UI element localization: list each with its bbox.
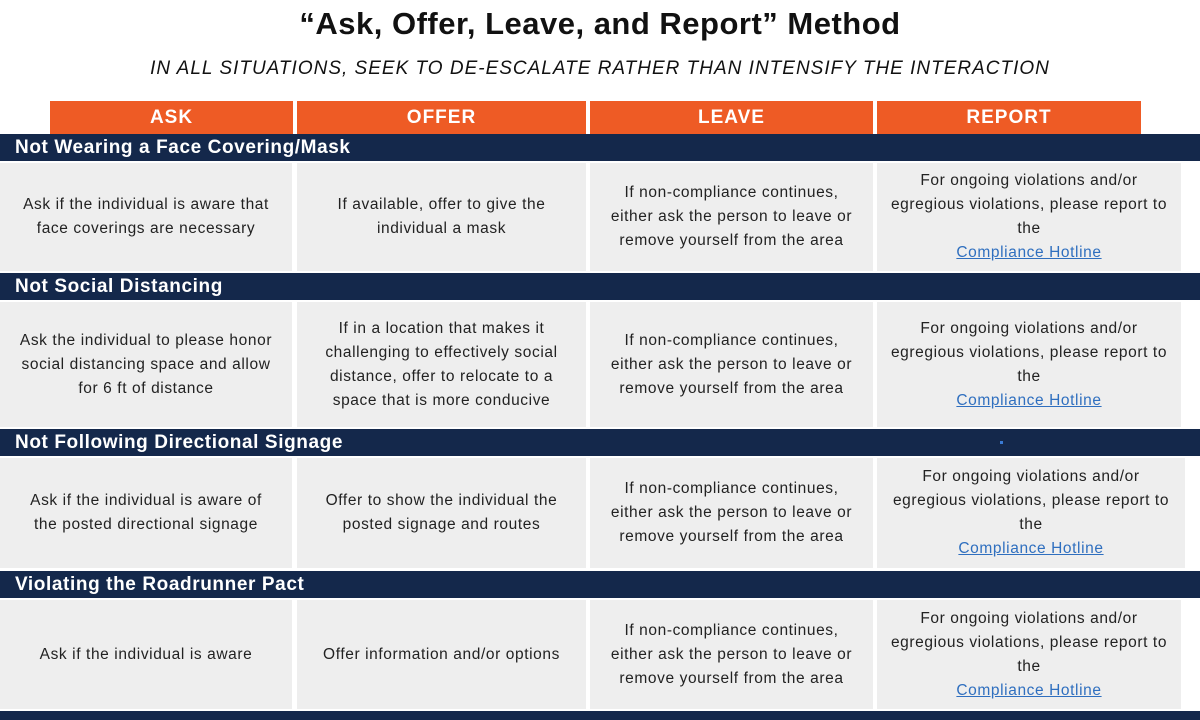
section-header-roadrunner-pact: Violating the Roadrunner Pact — [0, 571, 1200, 598]
ask-cell: Ask if the individual is aware of the posted directional signage — [0, 458, 292, 568]
column-header-leave: LEAVE — [590, 101, 873, 134]
page-subtitle: IN ALL SITUATIONS, SEEK TO DE-ESCALATE RATHER THAN INTENSIFY THE INTERACTION — [150, 58, 1050, 79]
leave-cell: If non-compliance continues, either ask the person to leave or remove yourself from the area — [590, 163, 873, 271]
section-row-roadrunner-pact — [0, 600, 1200, 709]
column-header-offer: OFFER — [297, 101, 586, 134]
report-text: For ongoing violations and/or egregious violations, please report to the — [890, 172, 1168, 237]
section-header-directional-signage: Not Following Directional Signage — [0, 429, 1200, 456]
compliance-hotline-link[interactable]: Compliance Hotline — [956, 681, 1102, 699]
ask-cell: Ask the individual to please honor social distancing space and allow for 6 ft of distance — [0, 302, 292, 427]
report-text: For ongoing violations and/or egregious violations, please report to the — [892, 468, 1170, 533]
section-header-face-covering: Not Wearing a Face Covering/Mask — [0, 134, 1200, 161]
compliance-hotline-link[interactable]: Compliance Hotline — [956, 244, 1102, 261]
leave-cell: If non-compliance continues, either ask the person to leave or remove yourself from the area — [590, 600, 873, 709]
ask-cell: Ask if the individual is aware that face coverings are necessary — [0, 163, 292, 271]
offer-cell: If available, offer to give the individual a mask — [297, 163, 586, 271]
stray-dot — [1000, 441, 1003, 444]
report-cell — [877, 302, 1181, 427]
report-cell — [877, 163, 1181, 271]
page-title: “Ask, Offer, Leave, and Report” Method — [299, 6, 901, 41]
leave-cell: If non-compliance continues, either ask the person to leave or remove yourself from the area — [590, 302, 873, 427]
ask-cell: Ask if the individual is aware — [0, 600, 292, 709]
section-row-social-distancing — [0, 302, 1200, 427]
offer-cell: Offer to show the individual the posted signage and routes — [297, 458, 586, 568]
report-cell — [877, 600, 1181, 709]
section-row-directional-signage — [0, 458, 1200, 568]
column-header-ask: ASK — [50, 101, 293, 134]
compliance-hotline-link[interactable]: Compliance Hotline — [958, 540, 1104, 557]
bottom-bar — [0, 711, 1200, 720]
offer-cell: If in a location that makes it challenging to effectively social distance, offer to relocate to a space that is more conducive — [297, 302, 586, 427]
report-text: For ongoing violations and/or egregious violations, please report to the — [890, 609, 1168, 675]
compliance-hotline-link[interactable]: Compliance Hotline — [956, 391, 1102, 409]
report-text: For ongoing violations and/or egregious violations, please report to the — [890, 319, 1168, 385]
report-cell — [877, 458, 1185, 568]
column-header-report: REPORT — [877, 101, 1141, 134]
section-row-face-covering — [0, 163, 1200, 271]
column-headers — [0, 101, 1200, 134]
section-header-social-distancing: Not Social Distancing — [0, 273, 1200, 300]
offer-cell: Offer information and/or options — [297, 600, 586, 709]
leave-cell: If non-compliance continues, either ask the person to leave or remove yourself from the area — [590, 458, 873, 568]
